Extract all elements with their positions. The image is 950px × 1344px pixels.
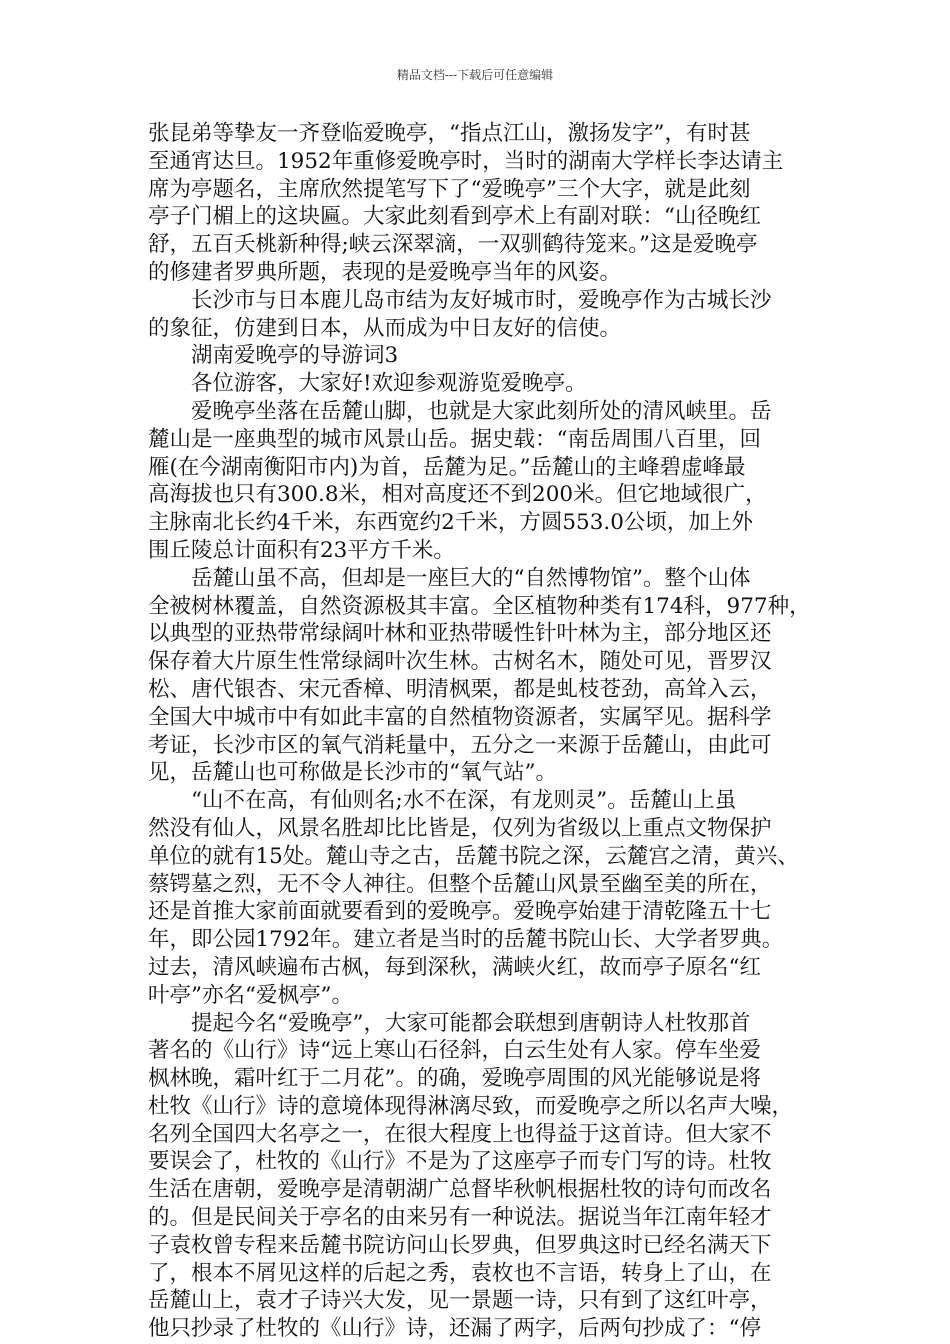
- text-line: 然没有仙人，风景名胜却比比皆是，仅列为省级以上重点文物保护: [148, 815, 772, 841]
- text-line: 的修建者罗典所题，表现的是爱晚亭当年的风姿。: [148, 259, 622, 285]
- text-line: 席为亭题名，主席欣然提笔写下了“爱晚亭”三个大字，就是此刻: [148, 176, 751, 202]
- text-line: 松、唐代银杏、宋元香樟、明清枫栗，都是虬枝苍劲，高耸入云，: [148, 676, 772, 702]
- text-line: 亭子门楣上的这块匾。大家此刻看到亭术上有副对联：“山径晚红: [148, 204, 761, 230]
- text-line: 雁(在今湖南衡阳市内)为首，岳麓为足。”岳麓山的主峰碧虚峰最: [148, 454, 746, 480]
- page-header: 精品文档---下载后可任意编辑: [396, 68, 554, 82]
- text-line: 枫林晚，霜叶红于二月花”。的确，爱晚亭周围的风光能够说是将: [148, 1066, 761, 1092]
- text-line: 以典型的亚热带常绿阔叶林和亚热带暖性针叶林为主，部分地区还: [148, 621, 772, 647]
- text-line: “山不在高，有仙则名;水不在深，有龙则灵”。岳麓山上虽: [148, 788, 737, 814]
- text-line: 岳麓山上，袁才子诗兴大发，见一景题一诗，只有到了这红叶亭，: [148, 1288, 772, 1314]
- text-line: 提起今名“爱晚亭”，大家可能都会联想到唐朝诗人杜牧那首: [148, 1010, 751, 1036]
- text-line: 高海拔也只有300.8米，相对高度还不到200米。但它地域很广，: [148, 482, 767, 508]
- text-line: 过去，清风峡遍布古枫，每到深秋，满峡火红，故而亭子原名“红: [148, 954, 761, 980]
- text-line: 岳麓山虽不高，但却是一座巨大的“自然博物馆”。整个山体: [148, 565, 751, 591]
- text-line: 主脉南北长约4千米，东西宽约2千米，方圆553.0公顷，加上外: [148, 510, 753, 536]
- text-line: 杜牧《山行》诗的意境体现得淋漓尽致，而爱晚亭之所以名声大噪，: [148, 1093, 794, 1119]
- text-line: 蔡锷墓之烈，无不令人神往。但整个岳麓山风景至幽至美的所在，: [148, 871, 772, 897]
- text-line: 至通宵达旦。1952年重修爱晚亭时，当时的湖南大学样长李达请主: [148, 148, 784, 174]
- document-body: [148, 120, 811, 1343]
- text-line: 张昆弟等挚友一齐登临爱晚亭，“指点江山，激扬发字”，有时甚: [148, 121, 751, 146]
- text-line: 全国大中城市中有如此丰富的自然植物资源者，实属罕见。据科学: [148, 704, 772, 730]
- text-line: 著名的《山行》诗“远上寒山石径斜，白云生处有人家。停车坐爱: [148, 1038, 761, 1064]
- text-line: 的。但是民间关于亭名的由来另有一种说法。据说当年江南年轻才: [148, 1205, 772, 1231]
- text-line: 的象征，仿建到日本，从而成为中日友好的信使。: [148, 315, 622, 341]
- text-line: 生活在唐朝，爱晚亭是清朝湖广总督毕秋帆根据杜牧的诗句而改名: [148, 1177, 772, 1203]
- text-line: 各位游客，大家好!欢迎参观游览爱晚亭。: [148, 371, 587, 397]
- text-line: 叶亭”亦名“爱枫亭”。: [148, 982, 353, 1008]
- section-heading: 湖南爱晚亭的导游词3: [148, 343, 399, 369]
- text-line: 考证，长沙市区的氧气消耗量中，五分之一来源于岳麓山，由此可: [148, 732, 772, 758]
- text-line: 要误会了，杜牧的《山行》不是为了这座亭子而专门写的诗。杜牧: [148, 1149, 772, 1175]
- text-line: 爱晚亭坐落在岳麓山脚，也就是大家此刻所处的清风峡里。岳: [148, 398, 772, 424]
- text-line: 单位的就有15处。麓山寺之古，岳麓书院之深，云麓宫之清，黄兴、: [148, 843, 799, 869]
- text-line: 见，岳麓山也可称做是长沙市的“氧气站”。: [148, 760, 557, 786]
- text-line: 长沙市与日本鹿儿岛市结为友好城市时，爱晚亭作为古城长沙: [148, 287, 772, 313]
- text-line: 年，即公园1792年。建立者是当时的岳麓书院山长、大学者罗典。: [148, 927, 784, 953]
- text-line: 名列全国四大名亭之一，在很大程度上也得益于这首诗。但大家不: [148, 1121, 772, 1147]
- text-line: 舒，五百夭桃新种得;峡云深翠滴，一双驯鹤待笼来。”这是爱晚亭: [148, 232, 758, 258]
- text-line: 全被树林覆盖，自然资源极其丰富。全区植物种类有174科，977种，: [148, 593, 811, 619]
- text-line: 他只抄录了杜牧的《山行》诗，还漏了两字，后两句抄成了：“停: [148, 1316, 761, 1342]
- text-line: 了，根本不屑见这样的后起之秀，袁枚也不言语，转身上了山，在: [148, 1260, 772, 1286]
- text-line: 还是首推大家前面就要看到的爱晚亭。爱晚亭始建于清乾隆五十七: [148, 899, 772, 925]
- text-line: 保存着大片原生性常绿阔叶次生林。古树名木，随处可见，晋罗汉: [148, 649, 772, 675]
- text-line: 围丘陵总计面积有23平方千米。: [148, 537, 455, 563]
- text-line: 麓山是一座典型的城市风景山岳。据史载：“南岳周围八百里，回: [148, 426, 761, 452]
- text-line: 子袁枚曾专程来岳麓书院访问山长罗典，但罗典这时已经名满天下: [148, 1232, 772, 1258]
